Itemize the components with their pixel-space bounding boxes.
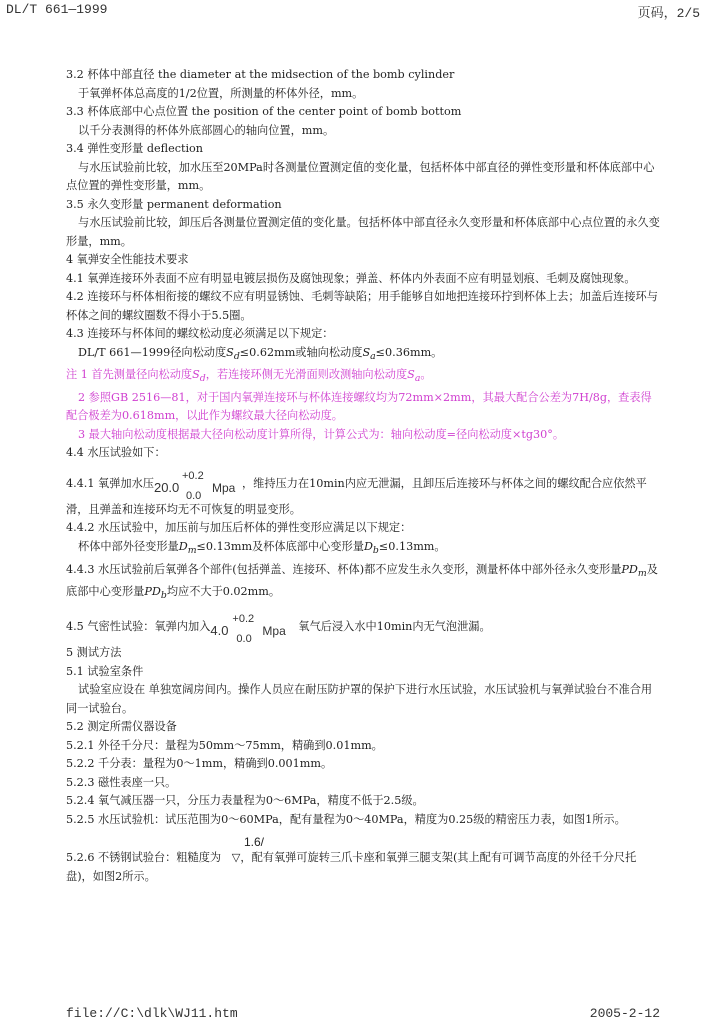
text: ，维持压力在10min内应无泄漏，且卸压后连接环与杯体之间的螺纹配合应依然平滑，且弹盖和连接环均无不可恢复的明显变形。 (66, 476, 647, 516)
section-4-3: 4.3 连接环与杯体间的螺纹松动度必须满足以下规定： (66, 327, 334, 340)
section-5-2-1: 5.2.1 外径千分尺：量程为50mm～75mm，精确到0.01mm。 (66, 738, 383, 752)
section-3-5: 3.5 永久变形量 permanent deformation (66, 197, 282, 211)
section-4-2: 4.2 连接环与杯体相衔接的螺纹不应有明显锈蚀、毛刺等缺陷；用手能够自如地把连接环拧到杯体上去；加盖后连接环与杯体之间的螺纹圈数不得小于5.5圈。 (66, 290, 658, 322)
formula-unit: Mpa (211, 480, 236, 495)
symbol-pdm: $PD_m$ (621, 562, 647, 579)
water-pressure-formula (154, 467, 242, 501)
section-3-3: 3.3 杯体底部中心点位置 the position of the center point of bomb bottom (66, 105, 462, 118)
section-4-4-1 (66, 467, 660, 520)
document-body (66, 66, 660, 886)
note-2: 2 参照GB 2516—81，对于国内氧弹连接环与杯体连接螺纹均为72mm×2mm，其最大配合公差为7H/8g，查表得配合极差为0.618mm，以此作为螺纹最大径向松动度。 (66, 390, 652, 423)
roughness-triangle-icon: ▽ (231, 851, 241, 865)
para: 与水压试验前比较，卸压后各测量位置测定值的变化量。包括杯体中部直径永久变形量和杯体底部中心点位置的永久变形量，mm。 (66, 216, 660, 248)
text: 。 (420, 368, 432, 382)
formula-lower: 0.0 (236, 633, 252, 646)
formula-upper: +0.2 (181, 469, 204, 482)
symbol-db: $D_b$ (363, 539, 379, 557)
text: 4.4.1 氧弹加水压 (66, 476, 154, 490)
formula-base: 20.0 (153, 479, 180, 495)
text: ，若连接环侧无光滑面则改测轴向松动度 (205, 368, 408, 382)
text: 及底部中心变形量 (66, 562, 658, 599)
page-header (0, 0, 724, 20)
section-5-2-2: 5.2.2 千分表：量程为0～1mm，精确到0.001mm。 (66, 757, 333, 771)
para: 以千分表测得的杯体外底部圆心的轴向位置，mm。 (78, 123, 335, 137)
gas-pressure-formula (210, 610, 298, 644)
text: DL/T 661—1999径向松动度 (78, 345, 227, 359)
note-3: 3 最大轴向松动度根据最大径向松动度计算所得，计算公式为：轴向松动度=径向松动度×tg30°。 (78, 427, 565, 441)
section-3-2: 3.2 杯体中部直径 the diameter at the midsection of the bomb cylinder (66, 68, 455, 81)
formula-unit: Mpa (262, 624, 286, 639)
section-3-4: 3.4 弹性变形量 deflection (66, 142, 203, 155)
formula-lower: 0.0 (185, 489, 202, 502)
section-4-4-3 (66, 561, 660, 606)
text: 均应不大于0.02mm。 (166, 585, 281, 599)
symbol-pdb: $PD_b$ (144, 585, 167, 602)
header-doc-id: DL/T 661—1999 (6, 2, 108, 17)
clearance-requirement (66, 344, 660, 367)
symbol-dm: $D_m$ (178, 539, 197, 557)
section-5-2-5: 5.2.5 水压试验机：试压范围为0～60MPa，配有量程为0～40MPa，精度为0.25级的精密压力表，如图1所示。 (66, 812, 626, 826)
text: ≤0.36mm。 (375, 345, 443, 359)
symbol-sd: $S_d$ (226, 345, 240, 362)
text: ，配有氧弹可旋转三爪卡座和氧弹三腿支架(其上配有可调节高度的外径千分尺托盘)，如图2所示。 (66, 851, 637, 883)
text: ≤0.13mm。 (378, 539, 446, 553)
text: ≤0.62mm或轴向松动度 (239, 345, 363, 359)
para: 与水压试验前比较，加水压至20MPa时各测量位置测定值的变化量，包括杯体中部直径的弹性变形量和杯体底部中心点位置的弹性变形量，mm。 (66, 160, 655, 192)
text: ≤0.13mm及杯体底部中心变形量 (196, 539, 364, 553)
section-5: 5 测试方法 (66, 646, 122, 660)
symbol-sd: $S_d$ (192, 368, 206, 385)
section-4-4: 4.4 水压试验如下： (66, 446, 166, 460)
section-5-2: 5.2 测定所需仪器设备 (66, 720, 177, 734)
deflection-requirement (66, 538, 660, 561)
section-4-4-2: 4.4.2 水压试验中，加压前与加压后杯体的弹性变形应满足以下规定： (66, 521, 412, 535)
symbol-sa: $S_a$ (362, 345, 376, 362)
text: 4.4.3 水压试验前后氧弹各个部件(包括弹盖、连接环、杯体)都不应发生永久变形，测量杯体中部外径永久变形量 (66, 562, 622, 576)
text: 5.2.6 不锈钢试验台：粗糙度为 (66, 851, 222, 865)
text: 4.5 气密性试验：氧弹内加入 (66, 620, 211, 634)
page-footer (0, 1004, 724, 1024)
section-5-1: 5.1 试验室条件 (66, 664, 144, 678)
section-5-2-6 (66, 849, 660, 886)
roughness-value-row (66, 829, 660, 849)
text: 注 1 首先测量径向松动度 (66, 368, 193, 382)
formula-upper: +0.2 (232, 613, 255, 626)
section-4: 4 氧弹安全性能技术要求 (66, 253, 189, 266)
footer-date: 2005-2-12 (589, 1006, 660, 1021)
text: 杯体中部外径变形量 (78, 539, 179, 553)
symbol-sa: $S_a$ (407, 368, 421, 385)
header-page-number: 页码，2/5 (637, 6, 700, 21)
footer-file-path: file://C:\dlk\WJ11.htm (66, 1006, 238, 1021)
section-5-2-3: 5.2.3 磁性表座一只。 (66, 775, 177, 789)
para: 于氧弹杯体总高度的1/2位置，所测量的杯体外径，mm。 (78, 86, 364, 100)
section-4-5 (66, 610, 660, 644)
roughness-value: 1.6/ (244, 835, 265, 850)
formula-base: 4.0 (210, 623, 229, 639)
text: 氧气后浸入水中10min内无气泡泄漏。 (298, 620, 491, 634)
para: 试验室应设在 单独宽阔房间内。操作人员应在耐压防护罩的保护下进行水压试验，水压试验机与氧弹试验台不准合用同一试验台。 (66, 683, 653, 715)
note-1 (66, 366, 660, 389)
section-5-2-4: 5.2.4 氧气减压器一只，分压力表量程为0～6MPa，精度不低于2.5级。 (66, 794, 424, 808)
section-4-1: 4.1 氧弹连接环外表面不应有明显电镀层损伤及腐蚀现象；弹盖、杯体内外表面不应有明显划痕、毛刺及腐蚀现象。 (66, 271, 636, 285)
